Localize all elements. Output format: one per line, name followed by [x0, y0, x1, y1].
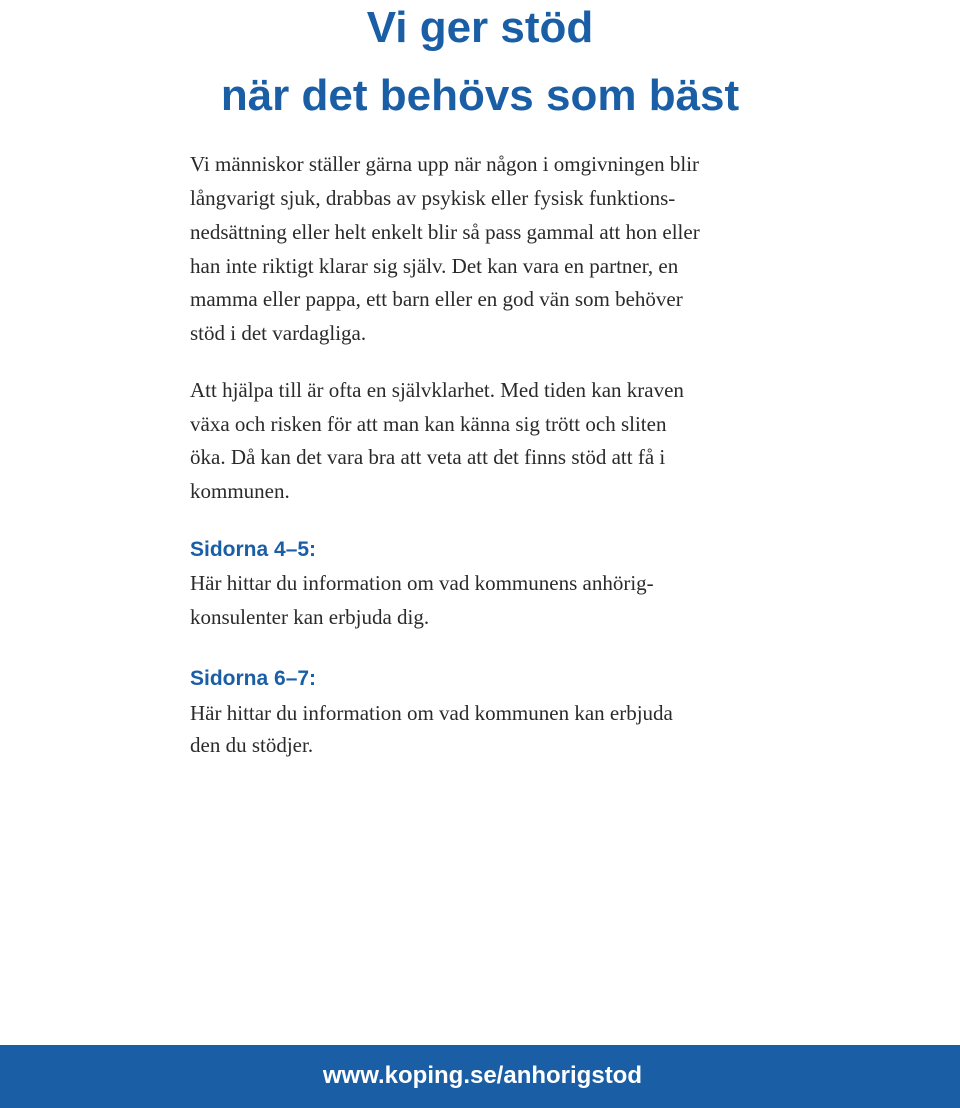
- section-line: konsulenter kan erbjuda dig.: [190, 605, 430, 629]
- title-line-1: Vi ger stöd: [366, 3, 594, 52]
- paragraph-line: öka. Då kan det vara bra att veta att det finns stöd att få i: [190, 445, 666, 469]
- intro-line: Vi människor ställer gärna upp när någon i omgivningen blir: [190, 152, 700, 176]
- section-line: den du stödjer.: [190, 733, 314, 757]
- section-heading-pages-4-5: Sidorna 4–5:: [190, 538, 317, 561]
- section-heading-pages-6-7: Sidorna 6–7:: [190, 667, 317, 690]
- footer-bar: [0, 1045, 960, 1108]
- paragraph-line: kommunen.: [190, 479, 290, 503]
- section-line: Här hittar du information om vad kommunen kan erbjuda: [190, 701, 673, 725]
- paragraph-line: Att hjälpa till är ofta en självklarhet. Med tiden kan kraven: [190, 378, 684, 402]
- intro-line: han inte riktigt klarar sig själv. Det kan vara en partner, en: [190, 254, 679, 278]
- section-line: Här hittar du information om vad kommunens anhörig-: [190, 571, 654, 595]
- intro-line: mamma eller pappa, ett barn eller en god vän som behöver: [190, 287, 683, 311]
- intro-line: nedsättning eller helt enkelt blir så pass gammal att hon eller: [190, 220, 700, 244]
- paragraph-line: växa och risken för att man kan känna sig trött och sliten: [190, 412, 667, 436]
- intro-line: stöd i det vardagliga.: [190, 321, 367, 345]
- title-line-2: när det behövs som bäst: [220, 71, 740, 120]
- intro-line: långvarigt sjuk, drabbas av psykisk eller fysisk funktions-: [190, 186, 676, 210]
- footer-website-link[interactable]: www.koping.se/anhorigstod: [322, 1062, 642, 1089]
